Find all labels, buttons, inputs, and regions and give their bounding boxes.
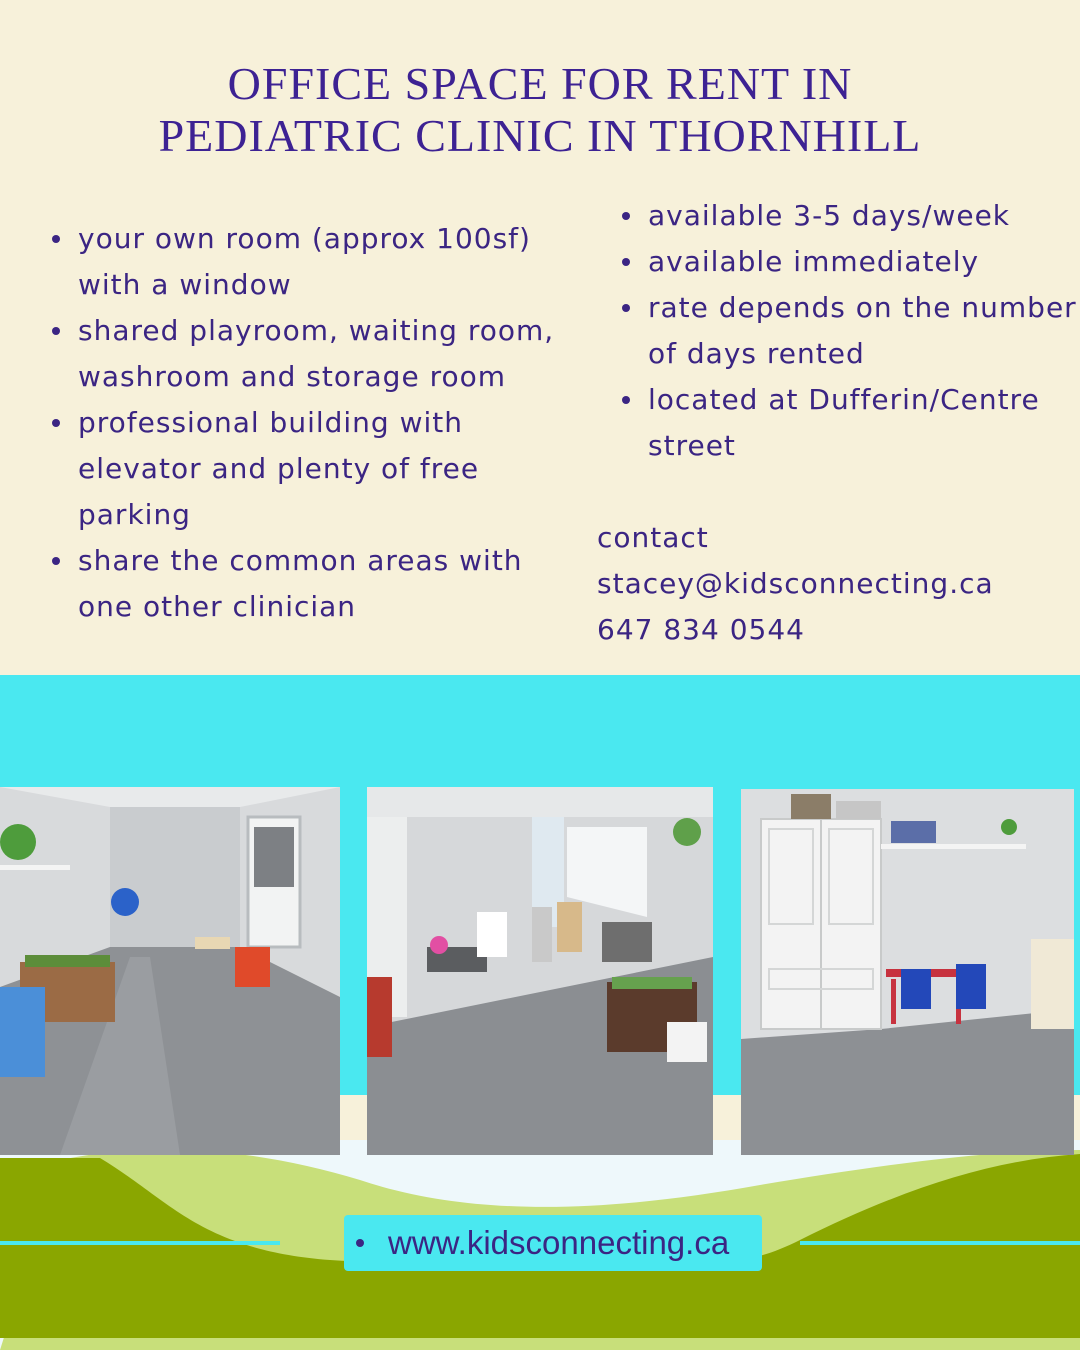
divider-right xyxy=(800,1241,1080,1245)
office-photo xyxy=(741,789,1074,1155)
features-right-list xyxy=(618,193,1078,469)
page-title xyxy=(0,58,1080,162)
list-item: your own room (approx 100sf) with a window xyxy=(48,216,568,308)
website-badge[interactable] xyxy=(344,1215,762,1271)
list-item: available 3-5 days/week xyxy=(618,193,1078,239)
contact-email[interactable]: stacey@kidsconnecting.ca xyxy=(597,567,994,600)
bullet-icon xyxy=(356,1239,364,1247)
list-item: share the common areas with one other clinician xyxy=(48,538,568,630)
list-item: professional building with elevator and plenty of free parking xyxy=(48,400,568,538)
playroom-photo xyxy=(367,787,713,1155)
list-item: rate depends on the number of days rented xyxy=(618,285,1078,377)
divider-left xyxy=(0,1241,280,1245)
contact-label: contact xyxy=(597,521,709,554)
list-item: available immediately xyxy=(618,239,1078,285)
title-line-2: PEDIATRIC CLINIC IN THORNHILL xyxy=(158,110,922,161)
hallway-photo xyxy=(0,787,340,1155)
features-left-list xyxy=(48,216,568,630)
contact-phone[interactable]: 647 834 0544 xyxy=(597,613,805,646)
list-item: shared playroom, waiting room, washroom and storage room xyxy=(48,308,568,400)
list-item: located at Dufferin/Centre street xyxy=(618,377,1078,469)
contact-block xyxy=(597,515,994,653)
website-link[interactable]: www.kidsconnecting.ca xyxy=(388,1224,730,1261)
title-line-1: OFFICE SPACE FOR RENT IN xyxy=(227,58,853,109)
